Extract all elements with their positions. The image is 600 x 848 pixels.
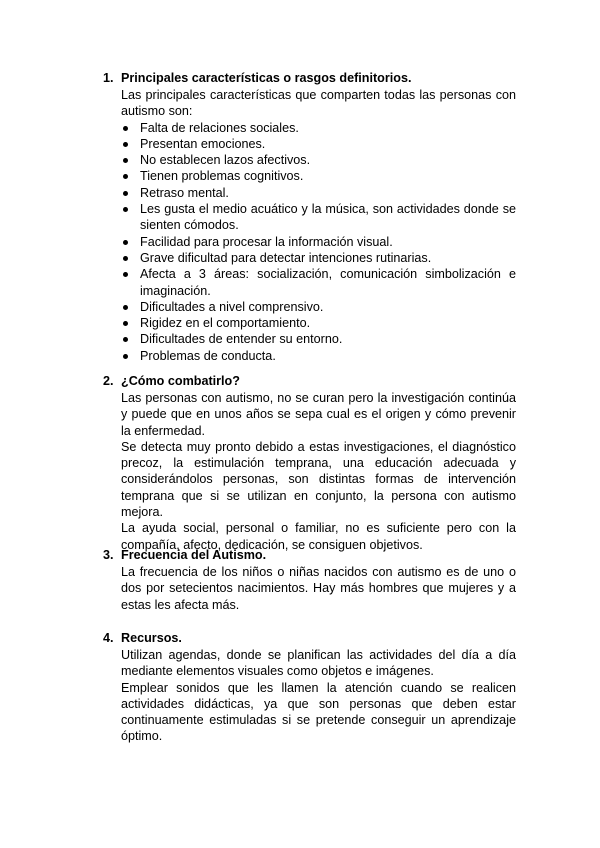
- section-how-to-combat: [103, 373, 516, 553]
- bullet-icon: [123, 321, 128, 326]
- paragraph: Se detecta muy pronto debido a estas investigaciones, el diagnóstico precoz, la estimulación temprana, una educación adecuada y considerándolos personas, son distintas formas de intervención temprana que si se utilizan en conjunto, la persona con autismo mejora.: [121, 439, 516, 520]
- list-item: Dificultades de entender su entorno.: [121, 331, 516, 347]
- bullet-icon: [123, 142, 128, 147]
- list-item: Retraso mental.: [121, 185, 516, 201]
- section-number: 3.: [103, 548, 114, 562]
- paragraph: Utilizan agendas, donde se planifican las actividades del día a día mediante elementos visuales como objetos e imágenes.: [121, 648, 516, 679]
- list-item: Problemas de conducta.: [121, 348, 516, 364]
- bullet-icon: [123, 126, 128, 131]
- section-heading: [103, 70, 516, 87]
- section-number: 4.: [103, 631, 114, 645]
- bullet-icon: [123, 174, 128, 179]
- paragraph: La frecuencia de los niños o niñas nacidos con autismo es de uno o dos por setecientos nacimientos. Hay más hombres que mujeres y a estas les afecta más.: [121, 565, 516, 612]
- section-title: ¿Cómo combatirlo?: [121, 374, 240, 388]
- paragraph: Las personas con autismo, no se curan pero la investigación continúa y puede que en unos años se sepa cual es el origen y cómo prevenir la enfermedad.: [121, 391, 516, 438]
- section-title: Frecuencia del Autismo.: [121, 548, 267, 562]
- bullet-icon: [123, 240, 128, 245]
- list-item: Les gusta el medio acuático y la música, son actividades donde se sienten cómodos.: [121, 201, 516, 234]
- section-heading: [103, 547, 516, 564]
- bullet-icon: [123, 337, 128, 342]
- list-item: Dificultades a nivel comprensivo.: [121, 299, 516, 315]
- section-heading: [103, 373, 516, 390]
- list-item: Tienen problemas cognitivos.: [121, 168, 516, 184]
- section-title: Principales características o rasgos definitorios.: [121, 71, 412, 85]
- bullet-icon: [123, 158, 128, 163]
- bullet-icon: [123, 256, 128, 261]
- bullet-icon: [123, 272, 128, 277]
- list-item: Falta de relaciones sociales.: [121, 120, 516, 136]
- list-item: Rigidez en el comportamiento.: [121, 315, 516, 331]
- section-title: Recursos.: [121, 631, 182, 645]
- bullet-icon: [123, 207, 128, 212]
- bullet-icon: [123, 191, 128, 196]
- paragraph: Emplear sonidos que les llamen la atención cuando se realicen actividades didácticas, ya que son personas que deben estar continuamente estimuladas si se pretende conseguir un aprendizaje óptimo.: [121, 680, 516, 744]
- paragraph: Las principales características que comparten todas las personas con autismo son:: [121, 88, 516, 119]
- bullet-icon: [123, 305, 128, 310]
- section-characteristics: [103, 70, 516, 364]
- section-number: 2.: [103, 374, 114, 388]
- section-resources: [103, 630, 516, 745]
- list-item: Presentan emociones.: [121, 136, 516, 152]
- section-frequency: [103, 547, 516, 613]
- paragraph: La ayuda social, personal o familiar, no es suficiente pero con la compañía, afecto, dedicación, se consiguen objetivos.: [121, 521, 516, 552]
- list-item: Grave dificultad para detectar intenciones rutinarias.: [121, 250, 516, 266]
- bullet-icon: [123, 354, 128, 359]
- section-number: 1.: [103, 71, 114, 85]
- characteristics-list: [121, 120, 516, 364]
- section-heading: [103, 630, 516, 647]
- list-item: Facilidad para procesar la información visual.: [121, 234, 516, 250]
- list-item: No establecen lazos afectivos.: [121, 152, 516, 168]
- list-item: Afecta a 3 áreas: socialización, comunicación simbolización e imaginación.: [121, 266, 516, 299]
